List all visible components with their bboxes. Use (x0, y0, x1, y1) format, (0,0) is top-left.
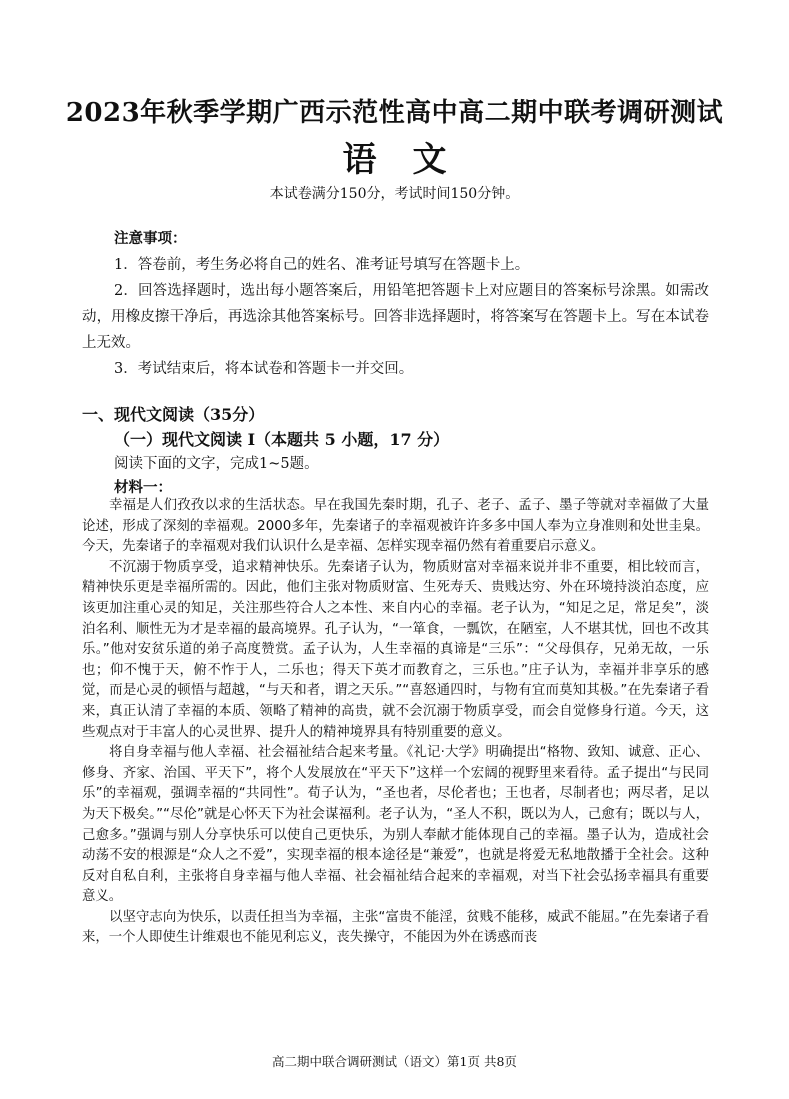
reading-instruction: 阅读下面的文字，完成1~5题。 (114, 456, 319, 472)
exam-info: 本试卷满分150分，考试时间150分钟。 (269, 186, 520, 202)
subsection-heading: （一）现代文阅读 I（本题共 5 小题，17 分） (114, 430, 450, 449)
material-text (82, 496, 709, 949)
note-item: 3．考试结束后，将本试卷和答题卡一并交回。 (114, 361, 414, 377)
material-label: 材料一： (114, 479, 172, 496)
paragraph: 不沉溺于物质享受，追求精神快乐。先秦诸子认为，物质财富对幸福来说并非不重要，相比较而言，精神快乐更是幸福所需的。因此，他们主张对物质财富、生死寿夭、贵贱达穷、外在环境持淡泊态度，应该更加注重心灵的知足，关注那些符合人之本性、来自内心的幸福。老子认为，“知足之足，常足矣”，淡泊名利、顺性无为才是幸福的最高境界。孔子认为，“一箪食，一瓢饮，在陋室，人不堪其忧，回也不改其乐。”他对安贫乐道的弟子高度赞赏。孟子认为，人生幸福的真谛是“三乐”：“父母俱存，兄弟无故，一乐也；仰不愧于天，俯不怍于人，二乐也；得天下英才而教育之，三乐也。”庄子认为，幸福并非享乐的感觉，而是心灵的顿悟与超越，“与天和者，谓之天乐。”“喜怒通四时，与物有宜而莫知其极。”在先秦诸子看来，真正认清了幸福的本质、领略了精神的高贵，就不会沉溺于物质享受，而会自觉修身行道。今天，这些观点对于丰富人的心灵世界、提升人的精神境界具有特别重要的意义。 (82, 559, 709, 740)
paragraph: 幸福是人们孜孜以求的生活状态。早在我国先秦时期，孔子、老子、孟子、墨子等就对幸福做了大量论述，形成了深刻的幸福观。2000多年，先秦诸子的幸福观被许许多多中国人奉为立身准则和处世圭臬。今天，先秦诸子的幸福观对我们认识什么是幸福、怎样实现幸福仍然有着重要启示意义。 (82, 498, 709, 555)
paragraph: 以坚守志向为快乐，以责任担当为幸福，主张“富贵不能淫，贫贱不能移，威武不能屈。”在先秦诸子看来，一个人即使生计维艰也不能见利忘义，丧失操守，不能因为外在诱惑而丧 (82, 909, 709, 946)
subject-title: 语文 (342, 140, 483, 180)
page-footer: 高二期中联合调研测试（语文）第1页 共8页 (272, 1054, 517, 1069)
exam-title: 2023年秋季学期广西示范性高中高二期中联考调研测试 (65, 98, 724, 128)
note-item: 2．回答选择题时，选出每小题答案后，用铅笔把答题卡上对应题目的答案标号涂黑。如需改动，用橡皮擦干净后，再选涂其他答案标号。回答非选择题时，将答案写在答题卡上。写在本试卷上无效。 (82, 283, 709, 351)
note-item: 1．答卷前，考生务必将自己的姓名、准考证号填写在答题卡上。 (114, 257, 530, 273)
paragraph: 将自身幸福与他人幸福、社会福祉结合起来考量。《礼记·大学》明确提出“格物、致知、诚意、正心、修身、齐家、治国、平天下”，将个人发展放在“平天下”这样一个宏阔的视野里来看待。孟子提出“与民同乐”的幸福观，强调幸福的“共同性”。荀子认为，“圣也者，尽伦者也；王也者，尽制者也；两尽者，足以为天下极矣。”“尽伦”就是心怀天下为社会谋福利。老子认为，“圣人不积，既以为人，己愈有；既以与人，己愈多。”强调与别人分享快乐可以使自己更快乐，为别人奉献才能体现自己的幸福。墨子认为，造成社会动荡不安的根源是“众人之不爱”，实现幸福的根本途径是“兼爱”，也就是将爱无私地散播于全社会。这种反对自私自利，主张将自身幸福与他人幸福、社会福祉结合起来的幸福观，对当下社会弘扬幸福具有重要意义。 (82, 745, 709, 905)
section-heading: 一、现代文阅读（35分） (82, 405, 265, 424)
notes-title: 注意事项： (114, 230, 187, 247)
notes-block (82, 226, 709, 382)
